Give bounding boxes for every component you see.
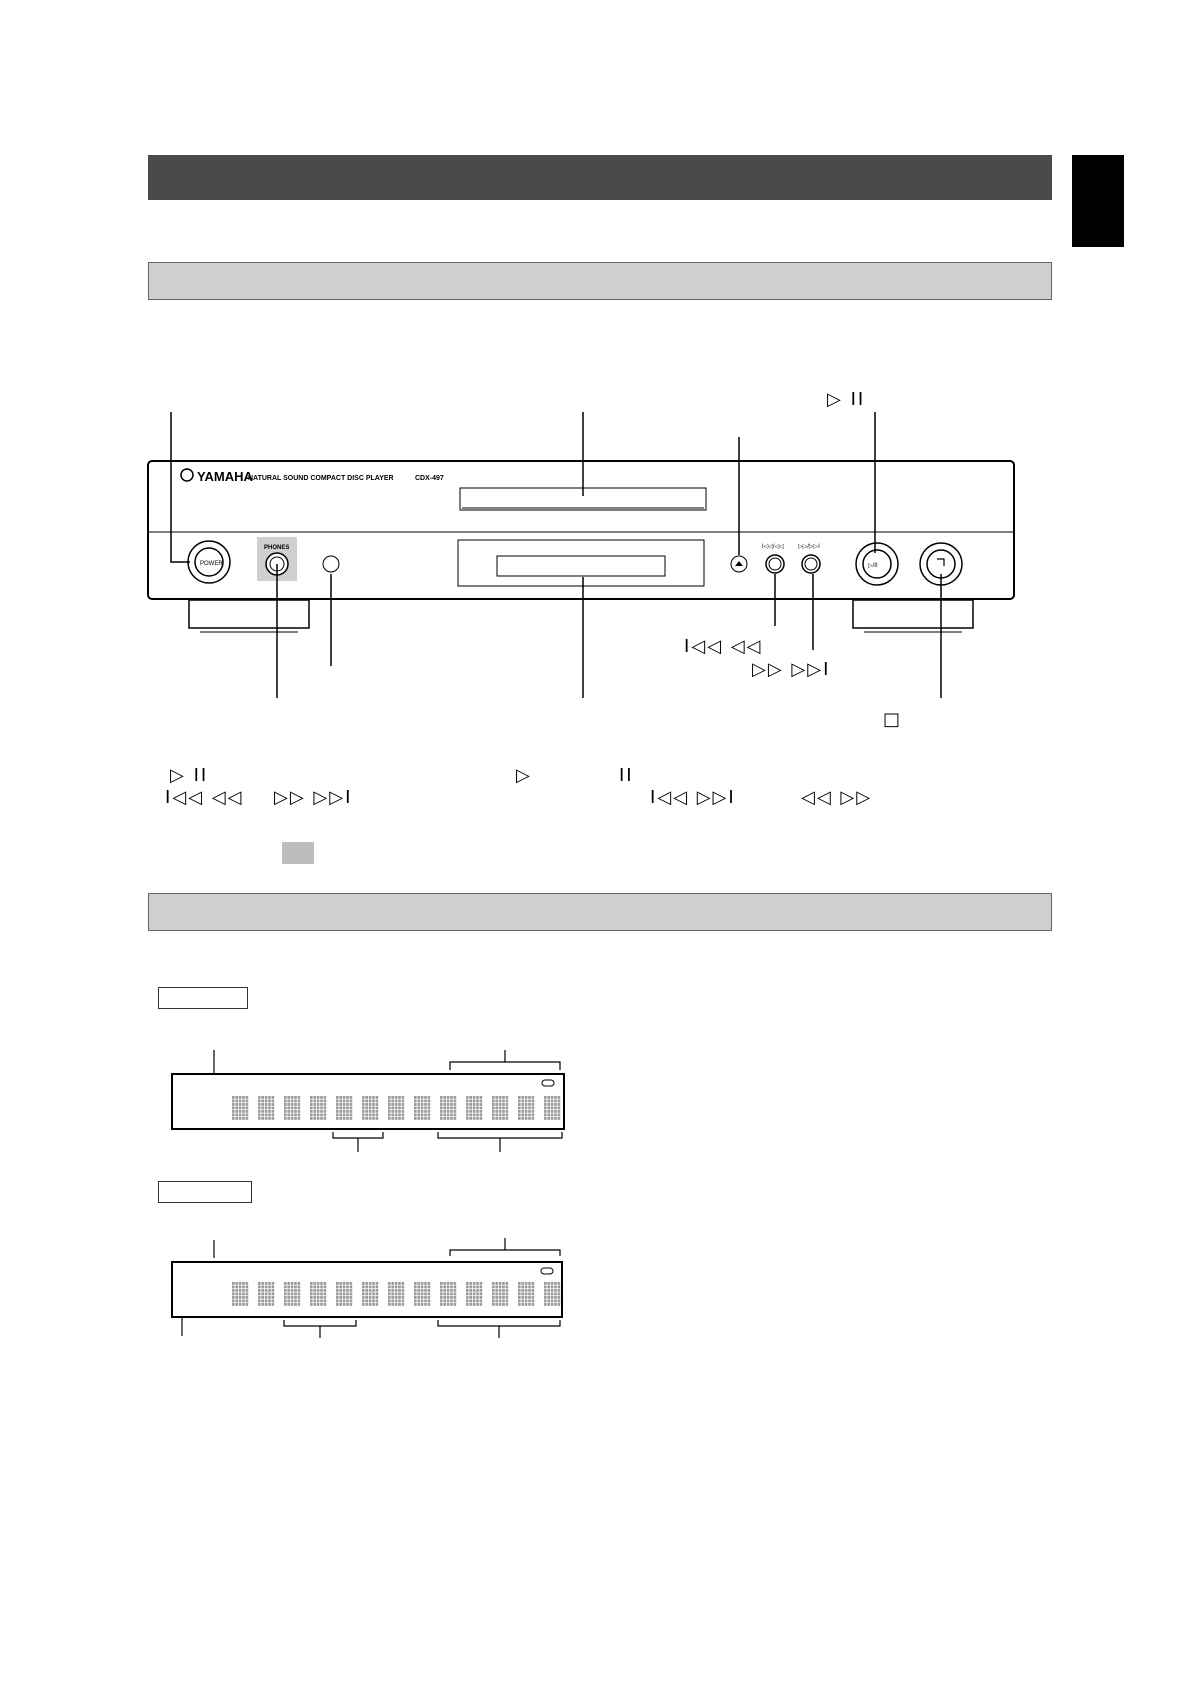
segment-character: [440, 1096, 456, 1120]
note1-play-symbol: ▷: [516, 765, 532, 786]
segment-character: [492, 1096, 508, 1120]
segment-character: [310, 1282, 326, 1306]
skip-back-button-inner: [769, 558, 781, 570]
phones-label: PHONES: [264, 545, 290, 551]
skip-back-label: I◁◁/◁◁: [762, 544, 784, 550]
model-line-text: NATURAL SOUND COMPACT DISC PLAYER: [248, 475, 394, 482]
segment-character: [258, 1282, 274, 1306]
callout-stop-symbol: □: [883, 709, 903, 730]
foot-right: [853, 600, 973, 628]
bracket-d2-bottom-right: [438, 1320, 560, 1326]
remote-sensor: [323, 556, 339, 572]
display-label-box-2: [158, 1181, 252, 1203]
segment-character: [232, 1096, 248, 1120]
segment-character: [414, 1096, 430, 1120]
segment-character: [336, 1096, 352, 1120]
segment-character: [258, 1096, 274, 1120]
display-panel-1: [150, 1040, 580, 1170]
callout-play-pause-symbols: ▷ II: [827, 389, 866, 410]
segment-character: [492, 1282, 508, 1306]
segment-character: [284, 1096, 300, 1120]
foot-left: [189, 600, 309, 628]
note2-search-symbols: ◁◁ ▷▷: [801, 787, 873, 808]
note2-skip-back-symbols: I◁◁ ◁◁: [165, 787, 244, 808]
segment-character: [518, 1282, 534, 1306]
segment-character: [414, 1282, 430, 1306]
callout-skip-back-symbols: I◁◁ ◁◁: [684, 636, 763, 657]
skip-fwd-button-inner: [805, 558, 817, 570]
segment-character: [518, 1096, 534, 1120]
note2-skip-fwd-symbols: ▷▷ ▷▷I: [274, 787, 353, 808]
segment-character: [544, 1282, 560, 1306]
segment-character: [388, 1096, 404, 1120]
display-label-box-1: [158, 987, 248, 1009]
callout-skip-fwd-symbols: ▷▷ ▷▷I: [752, 659, 831, 680]
segment-character: [440, 1282, 456, 1306]
segment-character: [310, 1096, 326, 1120]
segment-character: [336, 1282, 352, 1306]
highlight-swatch: [282, 842, 314, 864]
segment-character: [284, 1282, 300, 1306]
brand-text: YAMAHA: [197, 469, 253, 484]
bracket-d1-bottom-right: [438, 1132, 562, 1138]
model-text: CDX-497: [415, 475, 444, 482]
section-header-display: [148, 893, 1052, 931]
segment-character: [232, 1282, 248, 1306]
note1-play-pause-symbols: ▷ II: [170, 765, 209, 786]
segment-character: [362, 1096, 378, 1120]
bracket-d1-bottom-mid: [333, 1132, 383, 1138]
segment-character: [362, 1282, 378, 1306]
bracket-d2-top-right: [450, 1250, 560, 1256]
note1-pause-symbol: II: [619, 765, 634, 786]
play-pause-label: ▷/II: [868, 563, 878, 569]
display-screen: [497, 556, 665, 576]
segment-character: [388, 1282, 404, 1306]
bracket-d2-bottom-mid: [284, 1320, 356, 1326]
stop-button: [927, 550, 955, 578]
display-panel-2: [150, 1230, 580, 1350]
note2-skip-both-symbols: I◁◁ ▷▷I: [650, 787, 736, 808]
segment-character: [466, 1282, 482, 1306]
power-label: POWER: [200, 561, 223, 567]
bracket-d1-top-right: [450, 1062, 560, 1070]
front-panel-illustration: [0, 0, 1190, 730]
segment-character: [544, 1096, 560, 1120]
segment-character: [466, 1096, 482, 1120]
skip-fwd-label: ▷▷/▷▷I: [798, 544, 820, 550]
